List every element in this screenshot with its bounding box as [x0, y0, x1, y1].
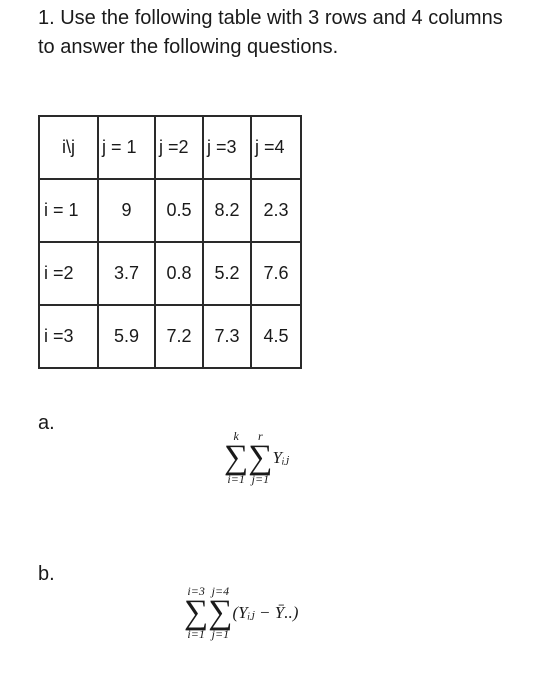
table-cell: 2.3: [251, 179, 301, 242]
sum-lower-limit: j=1: [211, 627, 230, 641]
table-header-cell: j =4: [251, 116, 301, 179]
table-cell: 9: [98, 179, 155, 242]
sigma-icon: ∑: [224, 439, 249, 476]
sigma-icon: ∑: [184, 594, 209, 631]
table-header-cell: j =3: [203, 116, 251, 179]
table-cell: 5.2: [203, 242, 251, 305]
formula-b: [184, 585, 298, 641]
sum-lower-limit: i=1: [227, 472, 245, 486]
table-row: [39, 242, 301, 305]
table-cell: 0.5: [155, 179, 203, 242]
summation-j: [248, 430, 272, 486]
table-cell: 5.9: [98, 305, 155, 368]
summation-j: [208, 585, 232, 641]
data-table: [38, 115, 302, 369]
sum-upper-limit: r: [258, 429, 263, 443]
sum-lower-limit: i=1: [187, 627, 205, 641]
summation-i: [184, 585, 208, 641]
sum-upper-limit: i=3: [187, 584, 205, 598]
table-cell: 7.3: [203, 305, 251, 368]
row-label: i =3: [39, 305, 98, 368]
sum-upper-limit: k: [233, 429, 239, 443]
table-header-cell: j = 1: [98, 116, 155, 179]
table-header-row: [39, 116, 301, 179]
table-cell: 0.8: [155, 242, 203, 305]
table-header-cell: j =2: [155, 116, 203, 179]
table-cell: 7.2: [155, 305, 203, 368]
part-a-label: a.: [38, 412, 55, 434]
part-b-label: b.: [38, 563, 55, 585]
sigma-icon: ∑: [208, 594, 233, 631]
row-label: i =2: [39, 242, 98, 305]
table-row: [39, 179, 301, 242]
table-header-cell: i\j: [39, 116, 98, 179]
table-row: [39, 305, 301, 368]
summation-i: [224, 430, 248, 486]
formula-a: [224, 430, 289, 486]
summand-term: (Yᵢⱼ − Ȳ..): [232, 603, 299, 622]
sigma-icon: ∑: [248, 439, 273, 476]
sum-lower-limit: j=1: [251, 472, 270, 486]
table-cell: 3.7: [98, 242, 155, 305]
table-cell: 8.2: [203, 179, 251, 242]
summand-term: Yᵢⱼ: [272, 448, 290, 467]
row-label: i = 1: [39, 179, 98, 242]
question-text: 1. Use the following table with 3 rows and 4 columns to answer the following questions.: [38, 7, 503, 58]
sum-upper-limit: j=4: [211, 584, 230, 598]
table-cell: 7.6: [251, 242, 301, 305]
table-cell: 4.5: [251, 305, 301, 368]
